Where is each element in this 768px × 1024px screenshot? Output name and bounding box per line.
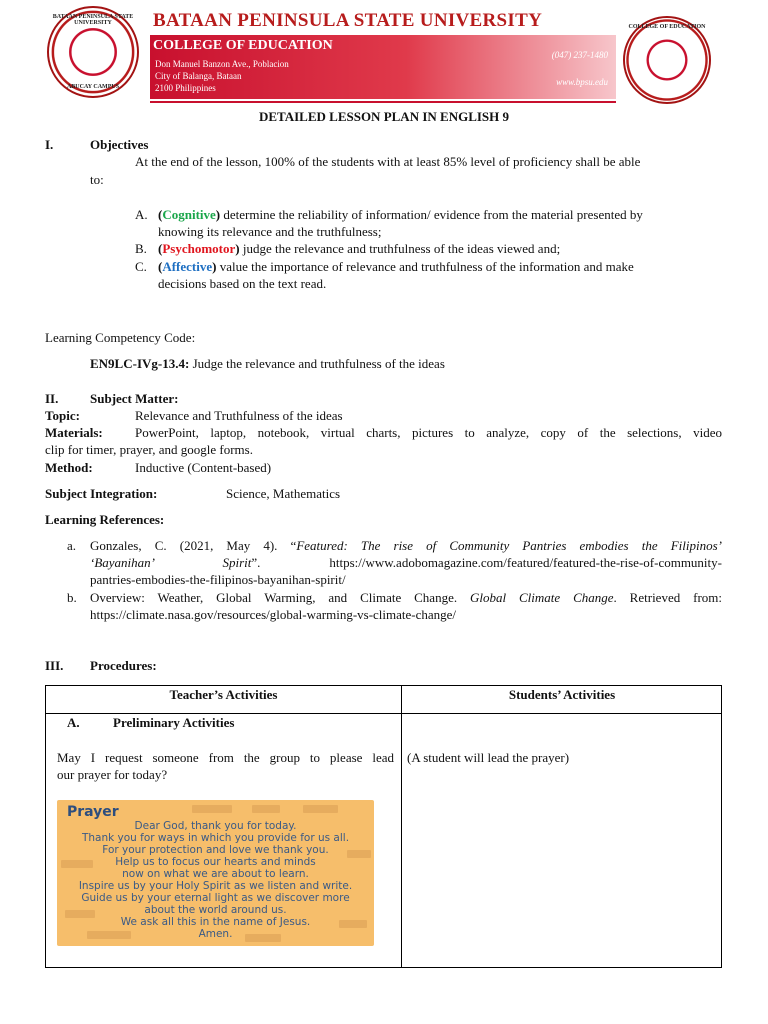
reference-a-line3[interactable]: pantries-embodies-the-filipinos-bayanihan-spirit/ — [90, 572, 346, 587]
competency-line — [90, 355, 445, 372]
objective-a-line2: knowing its relevance and the truthfulness; — [158, 224, 382, 239]
materials-label: Materials: — [45, 425, 103, 440]
subject-matter-heading: Subject Matter: — [90, 391, 179, 406]
prayer-text — [57, 820, 374, 940]
college-name: COLLEGE OF EDUCATION — [153, 38, 333, 53]
reference-a-url[interactable]: ”. https://www.adobomagazine.com/featured/featured-the-rise-of-community- — [251, 555, 722, 570]
paren-open: ( — [158, 241, 163, 256]
student-response: (A student will lead the prayer) — [407, 750, 570, 765]
competency-text: Judge the relevance and truthfulness of the ideas — [189, 356, 445, 371]
materials-line1: PowerPoint, laptop, notebook, virtual charts, pictures to analyze, copy of the selections, video — [135, 425, 722, 440]
phone-number: (047) 237-1480 — [551, 50, 608, 60]
prayer-title: Prayer — [67, 804, 119, 820]
objective-a-line1 — [158, 206, 643, 223]
prayer-line: Inspire us by your Holy Spirit as we listen and write. — [78, 880, 353, 892]
reference-b-author: Overview: Weather, Global Warming, and Climate Change. — [90, 590, 470, 605]
objective-c-line1 — [158, 258, 634, 275]
tag-affective: Affective — [162, 259, 213, 274]
prayer-line: Dear God, thank you for today. — [134, 820, 297, 832]
seal-left-campus: ABUCAY CAMPUS — [66, 84, 120, 90]
college-seal-right — [623, 16, 711, 104]
prayer-line: Help us to focus our hearts and minds — [115, 856, 316, 868]
reference-b-retrieved: . Retrieved from: — [613, 590, 723, 605]
method-label: Method: — [45, 460, 93, 475]
document-title: DETAILED LESSON PLAN IN ENGLISH 9 — [258, 109, 510, 124]
section-title: Preliminary Activities — [113, 715, 235, 730]
prayer-line: Guide us by your eternal light as we discover more — [81, 892, 350, 904]
reference-b-line2[interactable]: https://climate.nasa.gov/resources/global-warming-vs-climate-change/ — [90, 607, 457, 622]
reference-a-line1 — [90, 537, 722, 554]
prayer-line: We ask all this in the name of Jesus. — [120, 916, 311, 928]
col-students-header: Students’ Activities — [508, 687, 616, 702]
objective-a-text: determine the reliability of information/ evidence from the material presented by — [220, 207, 643, 222]
objective-letter-c: C. — [135, 259, 147, 274]
materials-line2: clip for timer, prayer, and google forms. — [45, 442, 253, 457]
competency-code: EN9LC-IVg-13.4: — [90, 356, 190, 371]
prayer-line: Thank you for ways in which you provide for us all. — [81, 832, 350, 844]
reference-a-title-cont: ‘Bayanihan’ Spirit — [90, 555, 252, 570]
tag-psychomotor: Psychomotor — [162, 241, 236, 256]
objective-b-text: judge the relevance and truthfulness of the ideas viewed and; — [239, 241, 561, 256]
method-value: Inductive (Content-based) — [135, 460, 272, 475]
address-line-1: Don Manuel Banzon Ave., Poblacion — [155, 59, 289, 69]
paren-open: ( — [158, 207, 163, 222]
competency-label: Learning Competency Code: — [45, 330, 196, 345]
seal-left-text: BATAAN PENINSULA STATE UNIVERSITY — [52, 14, 134, 26]
teacher-line2: our prayer for today? — [57, 767, 168, 782]
integration-value: Science, Mathematics — [226, 486, 341, 501]
paren-close: ) — [212, 259, 217, 274]
topic-value: Relevance and Truthfulness of the ideas — [135, 408, 343, 423]
tag-cognitive: Cognitive — [162, 207, 216, 222]
website[interactable]: www.bpsu.edu — [556, 77, 608, 87]
objective-letter-a: A. — [135, 207, 148, 222]
paren-close: ) — [215, 207, 221, 222]
objective-letter-b: B. — [135, 241, 147, 256]
address-line-3: 2100 Philippines — [155, 83, 216, 93]
paren-close: ) — [235, 241, 240, 256]
procedures-numeral: III. — [45, 658, 64, 673]
reference-a-author: Gonzales, C. (2021, May 4). “ — [90, 538, 297, 553]
subject-matter-numeral: II. — [45, 391, 59, 406]
objective-b-line1 — [158, 240, 560, 257]
procedures-heading: Procedures: — [90, 658, 157, 673]
header-divider — [150, 101, 616, 103]
prayer-line: Amen. — [198, 928, 233, 940]
teacher-line1: May I request someone from the group to please lead — [57, 750, 394, 765]
decor-shade — [192, 805, 232, 813]
topic-label: Topic: — [45, 408, 80, 423]
decor-shade — [252, 805, 280, 813]
section-letter: A. — [67, 715, 80, 730]
prayer-card — [57, 800, 374, 946]
objectives-heading: Objectives — [90, 137, 149, 152]
prayer-line: about the world around us. — [144, 904, 287, 916]
university-seal-left — [47, 6, 139, 98]
address-line-2: City of Balanga, Bataan — [155, 71, 242, 81]
reference-b-line1 — [90, 589, 722, 606]
table-column-divider — [401, 686, 402, 967]
reference-a-line2 — [90, 554, 722, 571]
col-teacher-header: Teacher’s Activities — [169, 687, 278, 702]
university-name: BATAAN PENINSULA STATE UNIVERSITY — [153, 10, 543, 31]
references-label: Learning References: — [45, 512, 165, 527]
reference-a-title: Featured: The rise of Community Pantries embodies the Filipinos’ — [296, 538, 722, 553]
decor-shade — [303, 805, 338, 813]
objectives-intro-line1: At the end of the lesson, 100% of the students with at least 85% level of proficiency shall be able — [135, 154, 641, 169]
reference-b-title: Global Climate Change — [470, 590, 614, 605]
prayer-line: now on what we are about to learn. — [122, 868, 309, 880]
objective-c-line2: decisions based on the text read. — [158, 276, 327, 291]
prayer-line: For your protection and love we thank you. — [102, 844, 329, 856]
seal-right-text: COLLEGE OF EDUCATION — [628, 24, 706, 30]
reference-letter-a: a. — [67, 538, 77, 553]
integration-label: Subject Integration: — [45, 486, 158, 501]
objectives-numeral: I. — [45, 137, 54, 152]
paren-open: ( — [158, 259, 163, 274]
reference-letter-b: b. — [67, 590, 77, 605]
objective-c-text: value the importance of relevance and truthfulness of the information and make — [216, 259, 634, 274]
objectives-intro-line2: to: — [90, 172, 104, 187]
